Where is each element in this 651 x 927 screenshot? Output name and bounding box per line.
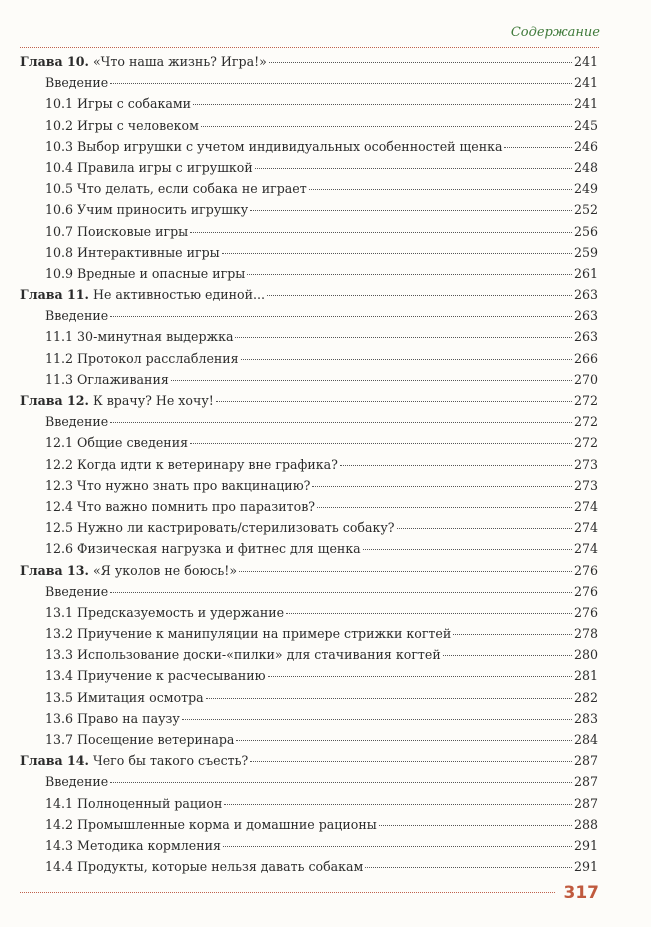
entry-title: К врачу? Не хочу! — [92, 393, 214, 408]
entry-title: Введение — [45, 75, 109, 91]
entry-title: 13.4 Приучение к расчесыванию — [45, 668, 266, 684]
entry-page-number: 272 — [573, 393, 598, 408]
toc-section-row[interactable] — [20, 708, 598, 729]
toc-section-row[interactable] — [20, 814, 598, 835]
entry-page-number: 263 — [573, 329, 598, 345]
toc-section-row[interactable] — [20, 411, 598, 432]
entry-title: Введение — [45, 583, 109, 599]
entry-title: 13.1 Предсказуемость и удержание — [45, 604, 285, 620]
toc-section-row[interactable] — [20, 454, 598, 475]
toc-section-row[interactable] — [20, 856, 598, 877]
entry-title: 12.1 Общие сведения — [45, 435, 189, 451]
entry-page-number: 270 — [573, 371, 598, 387]
chapter-number: Глава 13. — [20, 562, 89, 578]
entry-title: 14.3 Методика кормления — [45, 837, 221, 853]
dot-leader — [268, 676, 572, 677]
toc-section-row[interactable] — [20, 93, 598, 114]
entry-title: 14.4 Продукты, которые нельзя давать собакам — [45, 859, 364, 875]
footer-divider — [20, 892, 555, 893]
chapter-number: Глава 11. — [20, 287, 89, 303]
toc-entry-label — [20, 221, 188, 242]
dot-leader — [224, 804, 572, 805]
toc-entry-label — [20, 93, 191, 114]
toc-section-row[interactable] — [20, 263, 598, 284]
toc-entry-label — [20, 199, 248, 220]
dot-leader — [241, 359, 572, 360]
entry-title: 12.6 Физическая нагрузка и фитнес для щенка — [45, 541, 361, 557]
entry-title: «Что наша жизнь? Игра!» — [92, 54, 267, 69]
entry-page-number: 263 — [573, 287, 598, 303]
toc-section-row[interactable] — [20, 623, 598, 644]
entry-page-number: 278 — [573, 626, 598, 642]
toc-entry-label — [20, 72, 108, 93]
toc-entry-label — [20, 687, 204, 708]
chapter-number: Глава 14. — [20, 753, 89, 769]
entry-page-number: 287 — [573, 774, 598, 790]
entry-page-number: 256 — [573, 223, 598, 239]
dot-leader — [453, 634, 572, 635]
toc-entry-label — [20, 856, 363, 877]
toc-entry-label — [20, 644, 441, 665]
toc-section-row[interactable] — [20, 496, 598, 517]
toc-section-row[interactable] — [20, 115, 598, 136]
dot-leader — [222, 253, 572, 254]
dot-leader — [250, 210, 572, 211]
entry-title: 14.2 Промышленные корма и домашние рационы — [45, 816, 377, 832]
entry-page-number: 273 — [573, 456, 598, 472]
entry-page-number: 241 — [573, 96, 598, 112]
toc-entry-label — [20, 454, 338, 475]
entry-title: Не активностью единой... — [92, 287, 266, 303]
toc-section-row[interactable] — [20, 432, 598, 453]
toc-entry-label — [20, 475, 310, 496]
entry-title: 13.6 Право на паузу — [45, 710, 180, 726]
toc-section-row[interactable] — [20, 136, 598, 157]
entry-page-number: 248 — [573, 159, 598, 175]
dot-leader — [312, 486, 572, 487]
toc-entry-label — [20, 793, 222, 814]
toc-chapter-row[interactable] — [20, 284, 598, 305]
dot-leader — [110, 592, 572, 593]
toc-entry-label — [20, 814, 377, 835]
toc-entry-label — [20, 496, 315, 517]
entry-title: Введение — [45, 774, 109, 790]
entry-page-number: 280 — [573, 647, 598, 663]
toc-entry-label — [20, 665, 266, 686]
entry-title: 13.7 Посещение ветеринара — [45, 732, 235, 747]
entry-page-number: 272 — [573, 414, 598, 430]
toc-entry-label — [20, 835, 221, 856]
toc-entry-label — [20, 115, 199, 136]
dot-leader — [206, 698, 572, 699]
toc-chapter-row[interactable] — [20, 51, 598, 72]
entry-page-number: 272 — [573, 435, 598, 451]
dot-leader — [193, 104, 572, 105]
toc-chapter-row[interactable] — [20, 750, 598, 771]
toc-entry-label — [20, 284, 265, 305]
toc-entry-label — [20, 538, 361, 559]
entry-title: 12.5 Нужно ли кастрировать/стерилизовать собаку? — [45, 520, 395, 536]
toc-section-row[interactable] — [20, 326, 598, 347]
entry-page-number: 274 — [573, 498, 598, 514]
entry-page-number: 291 — [573, 837, 598, 853]
entry-title: 14.1 Полноценный рацион — [45, 795, 223, 811]
toc-section-row[interactable] — [20, 221, 598, 242]
entry-page-number: 241 — [573, 75, 598, 91]
dot-leader — [340, 465, 572, 466]
dot-leader — [110, 782, 572, 783]
dot-leader — [365, 867, 572, 868]
toc-chapter-row[interactable] — [20, 560, 598, 581]
entry-title: 13.3 Использование доски-«пилки» для стачивания когтей — [45, 647, 441, 663]
toc-entry-label — [20, 263, 245, 284]
toc-section-row[interactable] — [20, 793, 598, 814]
toc-entry-label — [20, 517, 395, 538]
toc-chapter-row[interactable] — [20, 390, 598, 411]
entry-title: 10.7 Поисковые игры — [45, 223, 189, 239]
toc-section-row[interactable] — [20, 178, 598, 199]
dot-leader — [267, 295, 572, 296]
toc-entry-label — [20, 581, 108, 602]
entry-title: 12.3 Что нужно знать про вакцинацию? — [45, 477, 311, 493]
entry-page-number: 263 — [573, 308, 598, 324]
entry-page-number: 287 — [573, 753, 598, 769]
entry-page-number: 252 — [573, 202, 598, 218]
dot-leader — [190, 443, 572, 444]
entry-page-number: 287 — [573, 795, 598, 811]
dot-leader — [110, 316, 572, 317]
dot-leader — [239, 571, 572, 572]
page-number: 317 — [563, 883, 599, 903]
entry-page-number: 288 — [573, 816, 598, 832]
dot-leader — [110, 422, 572, 423]
toc-entry-label — [20, 242, 220, 263]
toc-entry-label — [20, 305, 108, 326]
toc-section-row[interactable] — [20, 305, 598, 326]
entry-page-number: 261 — [573, 265, 598, 281]
entry-title: 12.2 Когда идти к ветеринару вне графика? — [45, 456, 338, 472]
toc-entry-label — [20, 602, 284, 623]
toc-section-row[interactable] — [20, 199, 598, 220]
toc-entry-label — [20, 348, 239, 369]
toc-entry-label — [20, 560, 237, 581]
toc-section-row[interactable] — [20, 242, 598, 263]
entry-title: 10.4 Правила игры с игрушкой — [45, 159, 253, 175]
entry-title: 10.2 Игры с человеком — [45, 117, 199, 133]
toc-section-row[interactable] — [20, 602, 598, 623]
dot-leader — [255, 168, 572, 169]
toc-entry-label — [20, 136, 502, 157]
toc-entry-label — [20, 157, 253, 178]
entry-title: 13.2 Приучение к манипуляции на примере стрижки когтей — [45, 626, 452, 642]
toc-section-row[interactable] — [20, 348, 598, 369]
dot-leader — [443, 655, 572, 656]
dot-leader — [190, 232, 572, 233]
entry-page-number: 276 — [573, 604, 598, 620]
running-header-title: Содержание — [510, 25, 600, 40]
entry-page-number: 291 — [573, 859, 598, 875]
dot-leader — [504, 147, 571, 148]
entry-page-number: 259 — [573, 244, 598, 260]
toc-entry-label — [20, 708, 180, 729]
dot-leader — [216, 401, 572, 402]
toc-section-row[interactable] — [20, 687, 598, 708]
entry-page-number: 276 — [573, 583, 598, 599]
toc-section-row[interactable] — [20, 72, 598, 93]
toc-entry-label — [20, 178, 307, 199]
dot-leader — [286, 613, 572, 614]
toc-entry-label — [20, 432, 188, 453]
toc-entry-label — [20, 750, 248, 771]
entry-title: Чего бы такого съесть? — [92, 753, 249, 769]
dot-leader — [363, 549, 572, 550]
entry-title: «Я уколов не боюсь!» — [92, 562, 238, 578]
toc-entry-label — [20, 729, 234, 750]
toc-section-row[interactable] — [20, 835, 598, 856]
toc-section-row[interactable] — [20, 517, 598, 538]
entry-title: 12.4 Что важно помнить про паразитов? — [45, 498, 316, 514]
toc-entry-label — [20, 771, 108, 792]
dot-leader — [309, 189, 572, 190]
toc-entry-label — [20, 411, 108, 432]
entry-title: 10.3 Выбор игрушки с учетом индивидуальных особенностей щенка — [45, 138, 503, 154]
entry-page-number: 281 — [573, 668, 598, 684]
toc-section-row[interactable] — [20, 729, 598, 750]
entry-page-number: 249 — [573, 181, 598, 197]
dot-leader — [171, 380, 572, 381]
toc-entry-label — [20, 623, 451, 644]
entry-page-number: 246 — [573, 138, 598, 154]
table-of-contents — [20, 51, 598, 877]
toc-section-row[interactable] — [20, 665, 598, 686]
entry-page-number: 266 — [573, 350, 598, 366]
entry-page-number: 274 — [573, 541, 598, 557]
entry-title: 10.6 Учим приносить игрушку — [45, 202, 249, 218]
entry-title: 11.3 Оглаживания — [45, 371, 169, 387]
chapter-number: Глава 12. — [20, 393, 89, 408]
entry-page-number: 283 — [573, 710, 598, 726]
dot-leader — [201, 126, 572, 127]
toc-section-row[interactable] — [20, 581, 598, 602]
toc-section-row[interactable] — [20, 157, 598, 178]
chapter-number: Глава 10. — [20, 54, 89, 69]
toc-section-row[interactable] — [20, 771, 598, 792]
entry-title: 10.9 Вредные и опасные игры — [45, 265, 246, 281]
entry-title: 10.1 Игры с собаками — [45, 96, 192, 112]
dot-leader — [235, 337, 571, 338]
dot-leader — [110, 83, 572, 84]
dot-leader — [250, 761, 572, 762]
entry-page-number: 274 — [573, 520, 598, 536]
entry-title: Введение — [45, 308, 109, 324]
entry-page-number: 276 — [573, 562, 598, 578]
entry-title: 11.2 Протокол расслабления — [45, 350, 239, 366]
entry-title: Введение — [45, 414, 109, 430]
dot-leader — [236, 740, 572, 741]
entry-page-number: 241 — [573, 54, 598, 69]
toc-entry-label — [20, 369, 169, 390]
toc-section-row[interactable] — [20, 475, 598, 496]
dot-leader — [379, 825, 572, 826]
dot-leader — [269, 62, 572, 63]
entry-title: 10.8 Интерактивные игры — [45, 244, 220, 260]
entry-title: 11.1 30-минутная выдержка — [45, 329, 234, 345]
toc-entry-label — [20, 51, 267, 72]
entry-title: 13.5 Имитация осмотра — [45, 689, 204, 705]
toc-entry-label — [20, 390, 214, 411]
dot-leader — [182, 719, 572, 720]
dot-leader — [397, 528, 572, 529]
entry-page-number: 282 — [573, 689, 598, 705]
entry-title: 10.5 Что делать, если собака не играет — [45, 181, 307, 197]
dot-leader — [247, 274, 572, 275]
dot-leader — [317, 507, 572, 508]
toc-section-row[interactable] — [20, 369, 598, 390]
entry-page-number: 284 — [573, 732, 598, 747]
dot-leader — [223, 846, 572, 847]
entry-page-number: 245 — [573, 117, 598, 133]
toc-entry-label — [20, 326, 233, 347]
toc-section-row[interactable] — [20, 644, 598, 665]
toc-section-row[interactable] — [20, 538, 598, 559]
header-divider — [20, 47, 599, 48]
entry-page-number: 273 — [573, 477, 598, 493]
